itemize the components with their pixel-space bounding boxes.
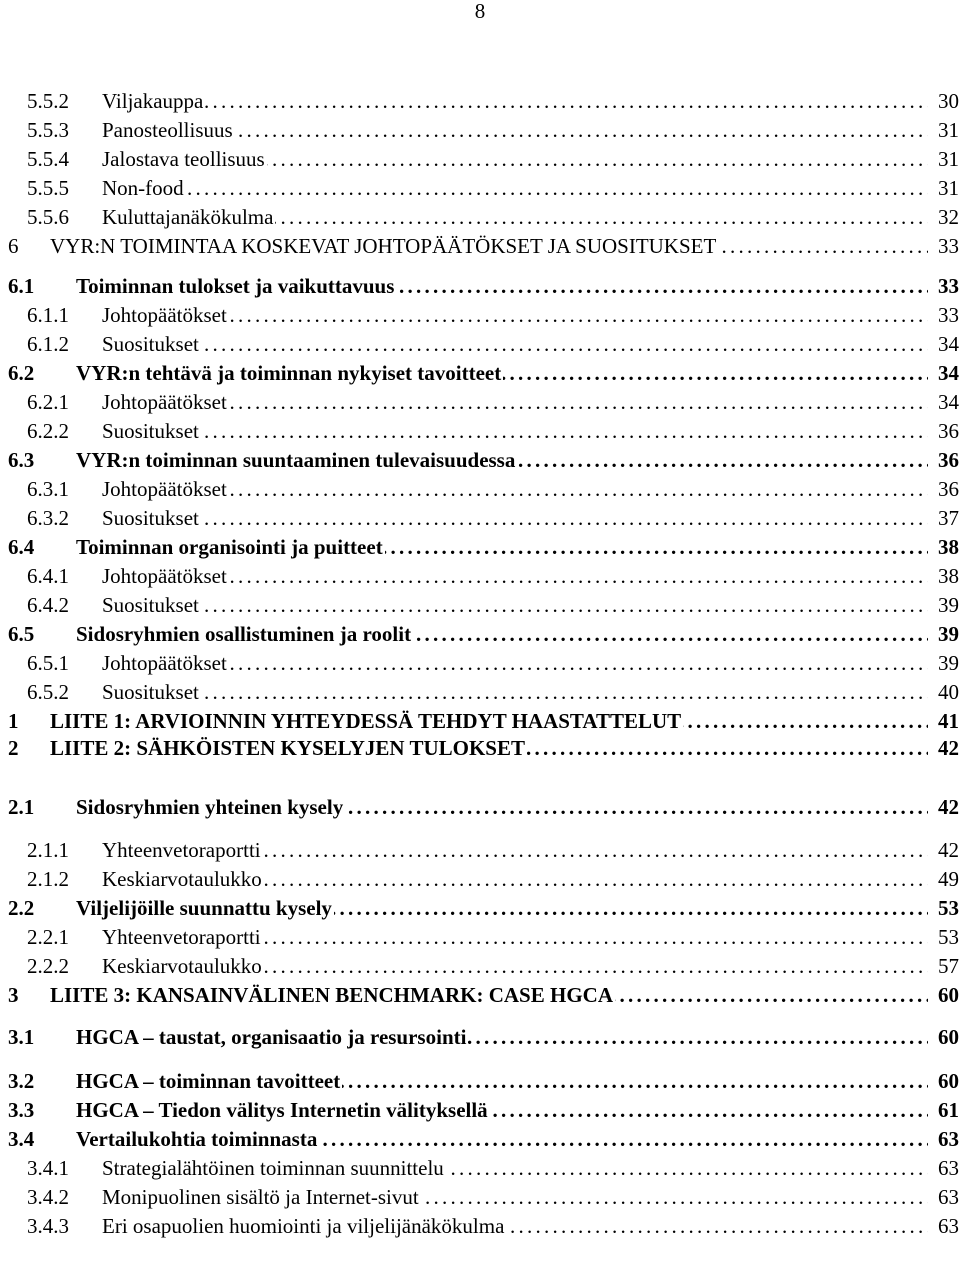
toc-entry-page: 63: [934, 1154, 959, 1183]
toc-entry[interactable]: [0, 836, 960, 865]
toc-entry[interactable]: [0, 232, 960, 261]
toc-entry[interactable]: [0, 923, 960, 952]
toc-entry-page: 63: [934, 1183, 959, 1212]
toc-entry-title-text: Suositukset: [102, 506, 199, 530]
toc-entry[interactable]: [0, 388, 960, 417]
toc-entry-number: 5.5.4: [27, 147, 69, 171]
toc-entry-number: 6.5.1: [27, 651, 69, 675]
toc-entry-title-text: HGCA – toiminnan tavoitteet: [76, 1069, 341, 1093]
toc-entry[interactable]: [0, 446, 960, 475]
toc-entry-number: 2: [8, 736, 19, 760]
toc-entry[interactable]: [0, 1023, 960, 1052]
toc-entry[interactable]: [0, 1125, 960, 1154]
toc-entry-title: [102, 116, 928, 145]
toc-entry-title-text: VYR:n toiminnan suuntaaminen tulevaisuudessa: [76, 448, 516, 472]
toc-entry-title-text: Toiminnan organisointi ja puitteet: [76, 535, 383, 559]
toc-entry[interactable]: [0, 649, 960, 678]
toc-entry-title: [76, 1096, 928, 1125]
toc-entry-title-text: VYR:n tehtävä ja toiminnan nykyiset tavoitteet: [76, 361, 502, 385]
toc-entry-title: [76, 533, 928, 562]
toc-entry-page: 31: [934, 174, 959, 203]
toc-entry-title: [102, 952, 928, 981]
toc-entry-page: 53: [934, 894, 959, 923]
toc-entry-title: [102, 87, 928, 116]
toc-entry-title: [76, 793, 928, 822]
toc-entry-number: 6.1.1: [27, 303, 69, 327]
toc-entry-title: [102, 865, 928, 894]
toc-entry-number: 5.5.6: [27, 205, 69, 229]
toc-entry-title: [102, 174, 928, 203]
toc-entry-title: [102, 1183, 928, 1212]
toc-entry-number: 3.4.3: [27, 1214, 69, 1238]
toc-entry-title: [102, 1212, 928, 1241]
page-number: 8: [474, 0, 486, 23]
toc-entry[interactable]: [0, 1154, 960, 1183]
toc-entry[interactable]: [0, 272, 960, 301]
toc-entry[interactable]: [0, 562, 960, 591]
toc-entry-number: 2.1.2: [27, 867, 69, 891]
toc-entry-number: 3.4: [8, 1127, 35, 1151]
toc-entry[interactable]: [0, 533, 960, 562]
toc-entry-number: 6.2.1: [27, 390, 69, 414]
toc-entry-page: 38: [934, 562, 959, 591]
toc-entry-title-text: Johtopäätökset: [102, 303, 227, 327]
toc-entry-title-text: Johtopäätökset: [102, 477, 227, 501]
toc-entry-page: 63: [934, 1125, 959, 1154]
toc-entry-number: 6: [8, 234, 19, 258]
toc-entry-number: 1: [8, 709, 19, 733]
toc-entry-title-text: Yhteenvetoraportti: [102, 838, 261, 862]
toc-entry-title: [102, 504, 928, 533]
toc-entry-title-text: Sidosryhmien yhteinen kysely: [76, 795, 344, 819]
toc-entry[interactable]: [0, 707, 960, 736]
toc-entry-number: 6.3: [8, 448, 35, 472]
toc-entry[interactable]: [0, 591, 960, 620]
toc-entry-title-text: Suositukset: [102, 419, 199, 443]
toc-entry-title-text: Panosteollisuus: [102, 118, 233, 142]
toc-entry-number: 6.5: [8, 622, 35, 646]
toc-entry-title-text: Yhteenvetoraportti: [102, 925, 261, 949]
toc-entry-title: [50, 707, 928, 736]
toc-entry[interactable]: [0, 330, 960, 359]
toc-entry-title-text: Toiminnan tulokset ja vaikuttavuus: [76, 274, 395, 298]
toc-entry-page: 31: [934, 145, 959, 174]
toc-entry[interactable]: [0, 734, 960, 763]
toc-entry[interactable]: [0, 145, 960, 174]
toc-entry-title: [50, 734, 928, 763]
toc-entry-title-text: Sidosryhmien osallistuminen ja roolit: [76, 622, 412, 646]
toc-entry[interactable]: [0, 1096, 960, 1125]
toc-entry-title: [50, 232, 928, 261]
toc-entry-page: 33: [934, 272, 959, 301]
toc-entry[interactable]: [0, 1212, 960, 1241]
toc-entry[interactable]: [0, 1067, 960, 1096]
toc-entry-title: [102, 388, 928, 417]
toc-entry-number: 2.2: [8, 896, 35, 920]
toc-entry-title: [102, 330, 928, 359]
toc-entry-page: 38: [934, 533, 959, 562]
toc-entry-number: 6.4: [8, 535, 35, 559]
toc-entry-title: [102, 678, 928, 707]
toc-entry-page: 37: [934, 504, 959, 533]
toc-entry-title-text: Vertailukohtia toiminnasta: [76, 1127, 318, 1151]
toc-entry-page: 61: [934, 1096, 959, 1125]
toc-entry-page: 33: [934, 301, 959, 330]
toc-entry-page: 60: [934, 1023, 959, 1052]
toc-entry-page: 36: [934, 475, 959, 504]
toc-entry[interactable]: [0, 301, 960, 330]
toc-entry-title: [76, 359, 928, 388]
toc-entry-title: [76, 1125, 928, 1154]
toc-entry-title-text: Keskiarvotaulukko: [102, 954, 262, 978]
toc-entry[interactable]: [0, 87, 960, 116]
toc-entry-title: [50, 981, 928, 1010]
toc-entry-page: 39: [934, 591, 959, 620]
toc-entry-title-text: Johtopäätökset: [102, 564, 227, 588]
toc-entry-title-text: Johtopäätökset: [102, 651, 227, 675]
toc-entry-title-text: Strategialähtöinen toiminnan suunnittelu: [102, 1156, 444, 1180]
toc-entry-title: [102, 475, 928, 504]
toc-entry-number: 6.2.2: [27, 419, 69, 443]
toc-entry-page: 31: [934, 116, 959, 145]
toc-entry-page: 49: [934, 865, 959, 894]
toc-entry[interactable]: [0, 865, 960, 894]
toc-entry-title-text: Suositukset: [102, 332, 199, 356]
toc-entry-number: 3.1: [8, 1025, 35, 1049]
toc-entry-title: [102, 203, 928, 232]
toc-entry-title: [102, 1154, 928, 1183]
toc-entry-page: 41: [934, 707, 959, 736]
toc-entry-page: 32: [934, 203, 959, 232]
toc-entry-number: 5.5.2: [27, 89, 69, 113]
toc-entry-page: 60: [934, 981, 959, 1010]
toc-entry-title-text: HGCA – taustat, organisaatio ja resursointi: [76, 1025, 467, 1049]
toc-entry-title: [102, 591, 928, 620]
toc-entry[interactable]: [0, 417, 960, 446]
toc-entry-number: 2.2.2: [27, 954, 69, 978]
toc-entry-page: 42: [934, 793, 959, 822]
toc-entry-title-text: Viljelijöille suunnattu kysely: [76, 896, 332, 920]
toc-entry-title: [102, 649, 928, 678]
toc-entry-title: [102, 417, 928, 446]
toc-entry-title-text: LIITE 1: ARVIOINNIN YHTEYDESSÄ TEHDYT HAASTATTELUT: [50, 709, 682, 733]
toc-entry-title-text: VYR:N TOIMINTAA KOSKEVAT JOHTOPÄÄTÖKSET JA SUOSITUKSET: [50, 234, 717, 258]
toc-entry-number: 3.3: [8, 1098, 35, 1122]
toc-entry[interactable]: [0, 620, 960, 649]
toc-entry-page: 36: [934, 446, 959, 475]
toc-entry-page: 34: [934, 388, 959, 417]
toc-entry-title: [76, 1023, 928, 1052]
toc-entry-page: 63: [934, 1212, 959, 1241]
toc-entry-title: [76, 894, 928, 923]
toc-entry[interactable]: [0, 174, 960, 203]
toc-entry-title: [102, 836, 928, 865]
toc-entry[interactable]: [0, 475, 960, 504]
toc-entry-page: 34: [934, 330, 959, 359]
toc-entry-number: 6.3.1: [27, 477, 69, 501]
toc-entry-number: 6.4.2: [27, 593, 69, 617]
toc-entry-title: [76, 620, 928, 649]
toc-entry[interactable]: [0, 504, 960, 533]
toc-entry-title: [102, 145, 928, 174]
toc-entry-title-text: Suositukset: [102, 593, 199, 617]
toc-entry-number: 5.5.3: [27, 118, 69, 142]
toc-entry-title-text: Viljakauppa: [102, 89, 204, 113]
toc-entry-title-text: Keskiarvotaulukko: [102, 867, 262, 891]
toc-entry-page: 57: [934, 952, 959, 981]
toc-entry[interactable]: [0, 952, 960, 981]
toc-entry-number: 6.3.2: [27, 506, 69, 530]
toc-entry-number: 3.4.1: [27, 1156, 69, 1180]
toc-entry-number: 3.4.2: [27, 1185, 69, 1209]
toc-entry-page: 53: [934, 923, 959, 952]
toc-entry-page: 36: [934, 417, 959, 446]
toc-entry-title-text: Eri osapuolien huomiointi ja viljelijänäkökulma: [102, 1214, 505, 1238]
toc-entry-title-text: Johtopäätökset: [102, 390, 227, 414]
toc-entry[interactable]: [0, 359, 960, 388]
toc-entry-number: 6.1.2: [27, 332, 69, 356]
toc-entry-page: 34: [934, 359, 959, 388]
toc-entry-title: [102, 923, 928, 952]
toc-entry[interactable]: [0, 894, 960, 923]
toc-entry-title: [102, 562, 928, 591]
toc-entry-page: 60: [934, 1067, 959, 1096]
toc-entry-title-text: LIITE 2: SÄHKÖISTEN KYSELYJEN TULOKSET: [50, 736, 526, 760]
toc-entry-number: 6.5.2: [27, 680, 69, 704]
toc-entry-title-text: Suositukset: [102, 680, 199, 704]
toc-entry-title: [102, 301, 928, 330]
toc-entry-page: 39: [934, 649, 959, 678]
toc-entry-page: 40: [934, 678, 959, 707]
toc-entry-title-text: Kuluttajanäkökulma: [102, 205, 274, 229]
toc-entry-page: 42: [934, 734, 959, 763]
toc-entry-title: [76, 1067, 928, 1096]
toc-entry-page: 30: [934, 87, 959, 116]
toc-entry-number: 2.2.1: [27, 925, 69, 949]
toc-entry[interactable]: [0, 1183, 960, 1212]
toc-entry-number: 6.2: [8, 361, 35, 385]
toc-entry-title: [76, 272, 928, 301]
toc-entry-number: 2.1: [8, 795, 35, 819]
toc-entry-number: 3: [8, 983, 19, 1007]
toc-entry[interactable]: [0, 203, 960, 232]
toc-entry-page: 33: [934, 232, 959, 261]
toc-entry-number: 5.5.5: [27, 176, 69, 200]
toc-entry-title-text: Non-food: [102, 176, 184, 200]
toc-entry-number: 6.1: [8, 274, 35, 298]
toc-entry[interactable]: [0, 678, 960, 707]
toc-entry-title-text: LIITE 3: KANSAINVÄLINEN BENCHMARK: CASE HGCA: [50, 983, 613, 1007]
toc-entry-title-text: HGCA – Tiedon välitys Internetin välityksellä: [76, 1098, 488, 1122]
toc-entry-page: 42: [934, 836, 959, 865]
toc-entry-title-text: Jalostava teollisuus: [102, 147, 265, 171]
toc-entry[interactable]: [0, 116, 960, 145]
toc-entry[interactable]: [0, 793, 960, 822]
toc-entry-number: 3.2: [8, 1069, 35, 1093]
toc-entry-page: 39: [934, 620, 959, 649]
toc-entry-title-text: Monipuolinen sisältö ja Internet-sivut: [102, 1185, 419, 1209]
toc-entry-number: 6.4.1: [27, 564, 69, 588]
toc-entry-number: 2.1.1: [27, 838, 69, 862]
toc-entry-title: [76, 446, 928, 475]
toc-entry[interactable]: [0, 981, 960, 1010]
